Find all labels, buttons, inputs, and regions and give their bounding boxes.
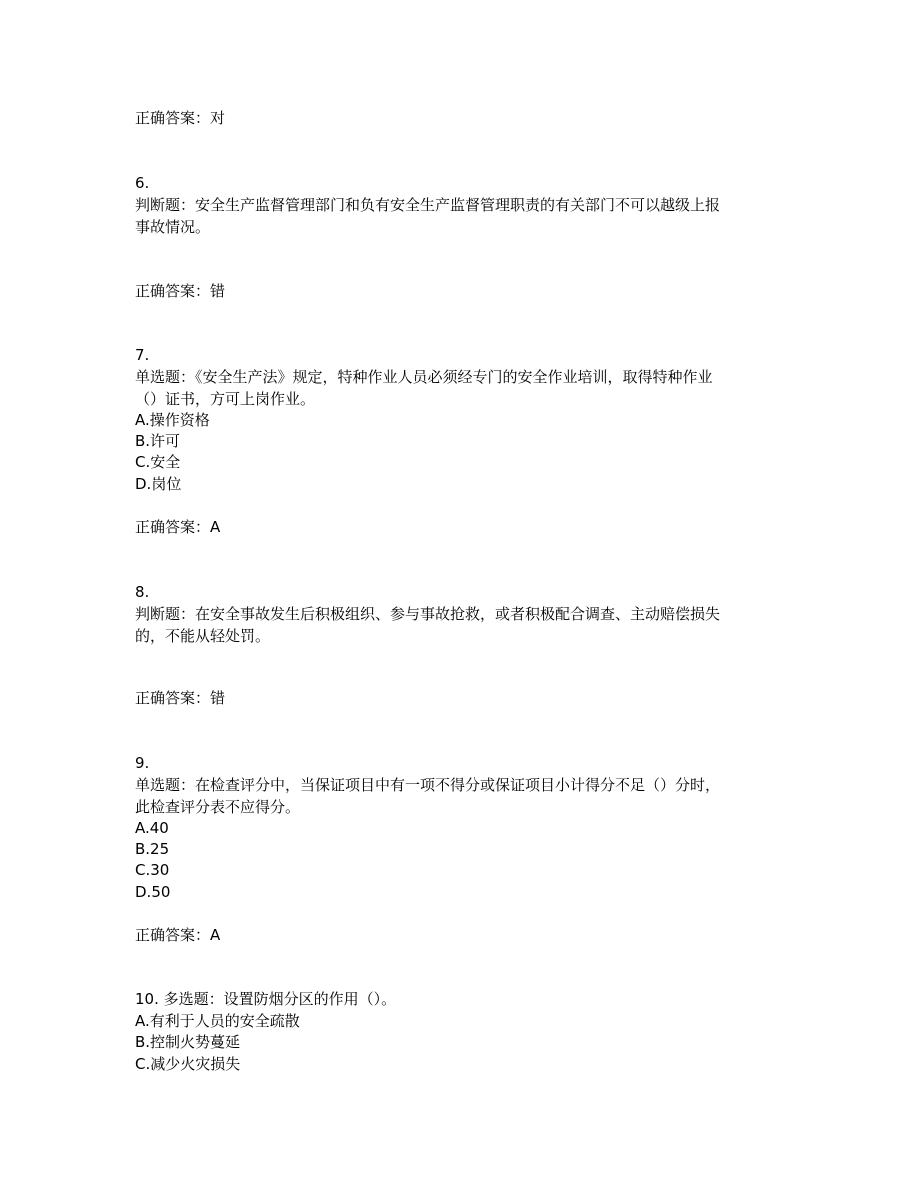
q9-text-line1: 单选题：在检查评分中，当保证项目中有一项不得分或保证项目小计得分不足（）分时， [135, 776, 721, 794]
q10-option-a: A.有利于人员的安全疏散 [135, 1012, 300, 1030]
q8-number: 8. [135, 583, 150, 601]
q9-option-c: C.30 [135, 861, 170, 879]
q9-option-a: A.40 [135, 819, 169, 837]
q9-option-b: B.25 [135, 840, 170, 858]
q9-option-d: D.50 [135, 883, 171, 901]
q5-answer: 正确答案：对 [135, 109, 226, 127]
q7-text-line1: 单选题：《安全生产法》规定，特种作业人员必须经专门的安全作业培训，取得特种作业 [135, 368, 713, 386]
q10-option-c: C.减少火灾损失 [135, 1055, 241, 1073]
q7-option-b: B.许可 [135, 432, 181, 450]
q7-text-line2: （）证书，方可上岗作业。 [135, 390, 316, 408]
q7-option-c: C.安全 [135, 453, 181, 471]
q9-text-line2: 此检查评分表不应得分。 [135, 798, 301, 816]
q7-option-d: D.岗位 [135, 475, 182, 493]
q6-text-line1: 判断题：安全生产监督管理部门和负有安全生产监督管理职责的有关部门不可以越级上报 [135, 196, 721, 214]
q9-number: 9. [135, 754, 150, 772]
q8-text-line1: 判断题：在安全事故发生后积极组织、参与事故抢救，或者积极配合调查、主动赔偿损失 [135, 605, 721, 623]
q7-answer: 正确答案：A [135, 518, 221, 536]
q6-answer: 正确答案：错 [135, 282, 226, 300]
q8-answer: 正确答案：错 [135, 689, 226, 707]
q7-option-a: A.操作资格 [135, 411, 210, 429]
q6-number: 6. [135, 174, 150, 192]
q8-text-line2: 的，不能从轻处罚。 [135, 627, 271, 645]
q10-option-b: B.控制火势蔓延 [135, 1033, 241, 1051]
q9-answer: 正确答案：A [135, 926, 221, 944]
q10-text-line1: 10. 多选题：设置防烟分区的作用（）。 [135, 990, 397, 1008]
q6-text-line2: 事故情况。 [135, 218, 211, 236]
q7-number: 7. [135, 346, 150, 364]
